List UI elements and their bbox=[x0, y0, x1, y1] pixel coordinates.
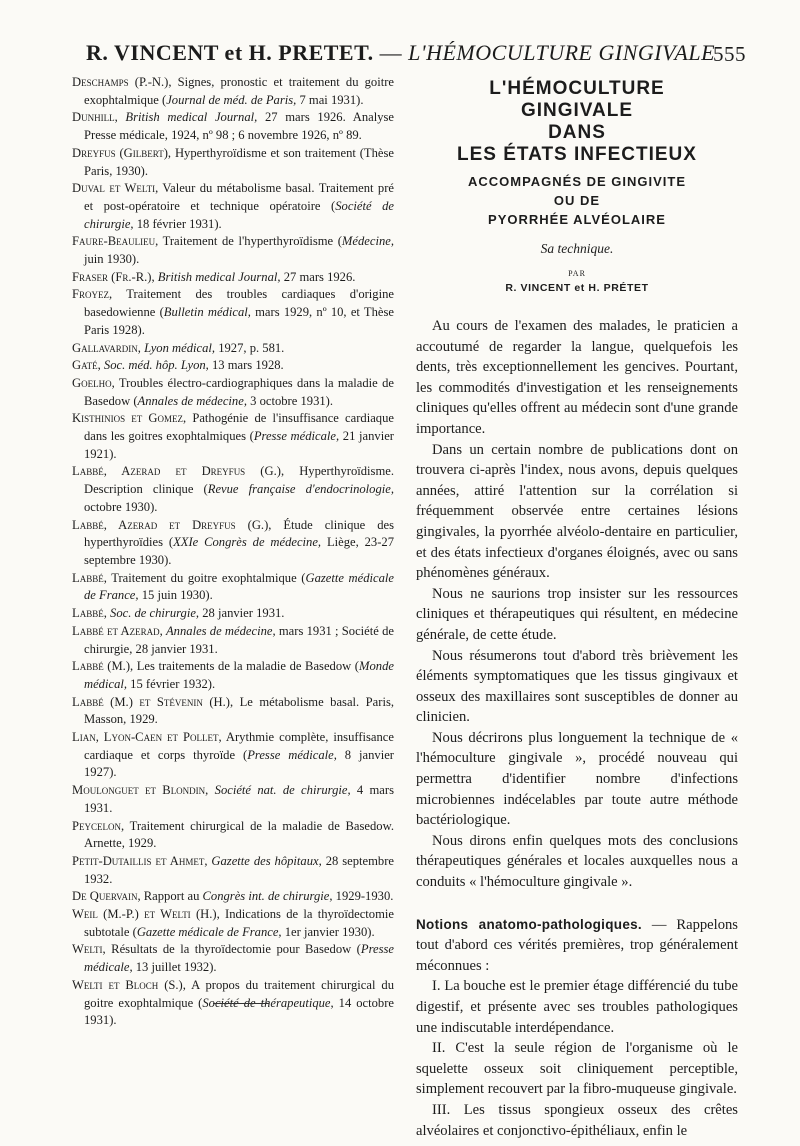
reference-text: Les traitements de la maladie de Basedow ( bbox=[133, 659, 359, 674]
reference-tail: mars 1931 ; Société de chirurgie, 28 janvier 1931. bbox=[84, 623, 394, 656]
reference-author: Peycelon, bbox=[72, 818, 125, 833]
reference-source: Presse médicale, bbox=[253, 429, 340, 444]
reference-text: Traitement du goitre exophtalmique ( bbox=[106, 570, 306, 585]
reference-tail: 15 février 1932). bbox=[127, 676, 216, 691]
reference-entry bbox=[72, 818, 394, 853]
reference-text: Étude clinique des hyperthyroïdies ( bbox=[84, 517, 394, 550]
reference-author: Faure-Beaulieu, bbox=[72, 234, 159, 249]
reference-entry bbox=[72, 269, 394, 287]
reference-author: Kisthinios et Gomez, bbox=[72, 411, 187, 426]
reference-author: Deschamps (P.-N.), bbox=[72, 75, 172, 89]
title-line: GINGIVALE bbox=[520, 100, 634, 121]
reference-entry bbox=[72, 286, 394, 339]
reference-entry bbox=[72, 570, 394, 605]
reference-entry bbox=[72, 658, 394, 693]
reference-author: Labbé, Azerad et Dreyfus (G.), bbox=[72, 464, 285, 479]
reference-source: Soc. méd. hôp. Lyon, bbox=[103, 358, 209, 373]
title-line: L'HÉMOCULTURE bbox=[489, 78, 665, 99]
reference-source: Société de thérapeutique, bbox=[202, 995, 334, 1010]
reference-text: Le métabolisme basal. Paris, Masson, 1929. bbox=[84, 694, 395, 727]
reference-list bbox=[72, 74, 394, 1030]
reference-text: Hyperthyroïdisme et son traitement (Thèse Paris, 1930). bbox=[84, 145, 395, 178]
reference-author: Lian, Lyon-Caen et Pollet, bbox=[72, 730, 222, 745]
reference-text: Valeur du métabolisme basal. Traitement pré et post-opératoire et technique opératoire ( bbox=[84, 181, 394, 213]
section-intro: — Rappelons tout d'abord ces vérités premières, trop généralement méconnues : bbox=[416, 916, 738, 974]
reference-author: Dreyfus (Gilbert), bbox=[72, 145, 172, 160]
header-dash: — bbox=[373, 40, 409, 65]
reference-source: Annales de médecine, bbox=[137, 393, 247, 408]
reference-source: Bulletin médical, bbox=[163, 305, 251, 320]
reference-tail: mars 1929, nº 10, et Thèse Paris 1928). bbox=[84, 305, 394, 337]
reference-text: Traitement de l'hyperthyroïdisme ( bbox=[158, 234, 342, 249]
reference-entry bbox=[72, 888, 394, 906]
reference-tail: 7 mai 1931). bbox=[296, 92, 364, 107]
article-title bbox=[416, 78, 738, 166]
reference-source: British medical Journal, bbox=[157, 269, 281, 284]
reference-tail: 1927, p. 581. bbox=[215, 340, 285, 355]
reference-source: Presse médicale, bbox=[247, 747, 337, 762]
numbered-point: II. C'est la seule région de l'organisme où le squelette osseux soit cliniquement perceptible, simplement recouvert par la fibro-muqueuse gingivale. bbox=[416, 1040, 738, 1098]
reference-tail: 3 octobre 1931). bbox=[246, 393, 334, 408]
reference-author: Welti, bbox=[72, 942, 106, 957]
reference-tail: 8 janvier 1927). bbox=[84, 747, 394, 780]
reference-tail: 28 septembre 1932. bbox=[84, 853, 394, 886]
reference-author: Dunhill, bbox=[72, 110, 118, 125]
reference-entry bbox=[72, 729, 394, 782]
reference-text: Signes, pronostic et traitement du goitre exophtalmique ( bbox=[84, 75, 394, 107]
reference-text: Hyperthyroïdisme. Description clinique ( bbox=[84, 464, 394, 497]
article-body bbox=[416, 316, 738, 1141]
subtitle-line: PYORRHÉE ALVÉOLAIRE bbox=[488, 212, 666, 227]
reference-source: Lyon médical, bbox=[144, 340, 216, 355]
reference-entry bbox=[72, 410, 394, 463]
reference-entry bbox=[72, 357, 394, 375]
reference-source: XXIe Congrès de médecine, bbox=[173, 535, 322, 550]
reference-tail: 27 mars 1926. Analyse Presse médicale, 1924, nº 98 ; 6 novembre 1926, nº 89. bbox=[84, 110, 395, 143]
reference-source: Gazette médicale de France, bbox=[84, 570, 394, 603]
body-paragraph: Nous décrirons plus longuement la technique de « l'hémoculture gingivale », procédé nouveau qui permettra d'identifier nombre d'infections microbiennes indécelables par toute autre méthode bactériologique. bbox=[416, 729, 738, 829]
reference-tail: octobre 1930). bbox=[84, 499, 158, 514]
article-technique: Sa technique. bbox=[540, 241, 614, 256]
reference-source: Presse médicale, bbox=[84, 942, 394, 975]
reference-tail: 21 janvier 1921). bbox=[84, 429, 394, 461]
section-heading: Notions anatomo-pathologiques. bbox=[416, 916, 642, 932]
reference-tail: 18 février 1931). bbox=[133, 216, 222, 231]
reference-author: Fraser (Fr.-R.), bbox=[72, 269, 155, 284]
reference-entry bbox=[72, 517, 394, 570]
reference-entry bbox=[72, 109, 394, 144]
reference-text: Troubles électro-cardiographiques dans la maladie de Basedow ( bbox=[84, 375, 394, 408]
section-paragraph bbox=[416, 915, 738, 977]
reference-tail: 14 octobre 1931). bbox=[84, 995, 394, 1028]
reference-text: Résultats de la thyroïdectomie pour Basedow ( bbox=[105, 942, 361, 957]
title-line: LES ÉTATS INFECTIEUX bbox=[457, 144, 697, 165]
reference-entry bbox=[72, 74, 394, 109]
reference-tail: 4 mars 1931. bbox=[84, 783, 394, 815]
reference-source: Société de chirurgie, bbox=[84, 198, 394, 231]
reference-entry bbox=[72, 941, 394, 976]
reference-author: Moulonguet et Blondin, bbox=[72, 783, 209, 798]
reference-entry bbox=[72, 145, 394, 180]
title-line: DANS bbox=[548, 122, 606, 143]
reference-author: Duval et Welti, bbox=[72, 181, 159, 196]
body-paragraph: Dans un certain nombre de publications dont on trouvera ci-après l'index, nous avons, depuis quelques années, attiré l'attention sur la corrélation si fréquemment observée entre certaines lésions gingivales, la pyorrhée alvéolo-dentaire en particulier, et des états infectieux d'organes éloignés, avec ou sans phénomènes généraux. bbox=[416, 441, 738, 582]
reference-tail: 1er janvier 1930). bbox=[281, 924, 375, 939]
reference-tail: 15 juin 1930). bbox=[138, 588, 213, 603]
reference-text: Traitement chirurgical de la maladie de Basedow. Arnette, 1929. bbox=[84, 818, 394, 851]
reference-entry bbox=[72, 623, 394, 658]
reference-entry bbox=[72, 463, 394, 516]
reference-entry bbox=[72, 605, 394, 623]
reference-text: Arythmie complète, insuffisance cardiaque et corps thyroïde ( bbox=[84, 730, 394, 762]
reference-author: De Quervain, bbox=[72, 889, 141, 904]
reference-tail: Liège, 23-27 septembre 1930). bbox=[84, 535, 394, 567]
page-number: 555 bbox=[713, 42, 746, 66]
subtitle-line: ACCOMPAGNÉS DE GINGIVITE bbox=[467, 174, 687, 189]
reference-entry bbox=[72, 340, 394, 358]
reference-author: Froyez, bbox=[72, 287, 113, 302]
reference-entry bbox=[72, 694, 394, 729]
header-running-title: L'HÉMOCULTURE GINGIVALE bbox=[408, 40, 716, 65]
reference-source: Journal de méd. de Paris, bbox=[166, 92, 297, 107]
subtitle-line: OU DE bbox=[553, 193, 601, 208]
running-header bbox=[86, 40, 746, 66]
reference-entry bbox=[72, 782, 394, 817]
reference-entry bbox=[72, 180, 394, 233]
reference-source: Gazette médicale de France, bbox=[136, 924, 282, 939]
reference-author: Goelho, bbox=[72, 375, 115, 390]
byline-par: PAR bbox=[568, 269, 586, 278]
body-paragraph: Nous dirons enfin quelques mots des conclusions thérapeutiques générales et locales auxquelles nous a conduits « l'hémoculture gingivale ». bbox=[416, 832, 738, 891]
reference-entry bbox=[72, 853, 394, 888]
reference-source: Annales de médecine, bbox=[165, 623, 276, 638]
column-end-rule bbox=[213, 1003, 269, 1004]
reference-text: A propos du traitement chirurgical du goitre exophtalmique ( bbox=[84, 977, 394, 1010]
reference-tail: juin 1930). bbox=[84, 252, 140, 267]
reference-author: Weil (M.-P.) et Welti (H.), bbox=[72, 907, 220, 922]
body-paragraph: Nous résumerons tout d'abord très brièvement les éléments symptomatiques que les tissus gingivaux et osseux des maxillaires sont susceptibles de donner au clinicien. bbox=[416, 647, 738, 726]
reference-tail: 13 mars 1928. bbox=[208, 358, 284, 373]
numbered-point: III. Les tissus spongieux osseux des crêtes alvéolaires et conjonctivo-épithéliaux, enfin le bbox=[416, 1101, 738, 1139]
reference-source: Médecine, bbox=[341, 234, 394, 249]
reference-author: Labbé (M.) et Stévenin (H.), bbox=[72, 694, 234, 709]
reference-author: Labbé, Azerad et Dreyfus (G.), bbox=[72, 517, 272, 532]
header-authors: R. VINCENT et H. PRETET. bbox=[86, 40, 374, 65]
reference-text: Traitement des troubles cardiaques d'origine basedowienne ( bbox=[84, 287, 394, 320]
reference-text: Rapport au bbox=[140, 889, 203, 904]
reference-source: British medical Journal, bbox=[125, 110, 258, 125]
reference-author: Gallavardin, bbox=[72, 340, 141, 355]
reference-text: Indications de la thyroïdectomie subtotale ( bbox=[84, 907, 394, 939]
reference-author: Gaté, bbox=[72, 358, 101, 373]
article-subtitle bbox=[416, 172, 738, 229]
reference-text: Pathogénie de l'insuffisance cardiaque dans les goitres exophtalmiques ( bbox=[84, 411, 394, 444]
reference-author: Labbé, bbox=[72, 570, 107, 585]
reference-tail: 1929-1930. bbox=[332, 889, 394, 904]
reference-tail: 27 mars 1926. bbox=[280, 269, 356, 284]
reference-source: Soc. de chirurgie, bbox=[110, 606, 200, 621]
reference-author: Labbé et Azerad, bbox=[72, 623, 163, 638]
reference-tail: 28 janvier 1931. bbox=[199, 606, 285, 621]
reference-author: Welti et Bloch (S.), bbox=[72, 977, 186, 992]
reference-source: Société nat. de chirurgie, bbox=[214, 783, 351, 798]
reference-source: Monde médical, bbox=[84, 659, 394, 691]
reference-source: Congrès int. de chirurgie, bbox=[202, 889, 333, 904]
numbered-point: I. La bouche est le premier étage différencié du tube digestif, et présente avec ses troubles pathologiques une indiscutable interdépendance. bbox=[416, 978, 738, 1036]
reference-author: Petit-Dutaillis et Ahmet, bbox=[72, 853, 208, 868]
body-paragraph: Nous ne saurions trop insister sur les ressources cliniques et thérapeutiques qui résultent, en médecine générale, de cette étude. bbox=[416, 585, 738, 643]
reference-author: Labbé, bbox=[72, 606, 107, 621]
reference-author: Labbé (M.), bbox=[72, 659, 134, 674]
reference-entry bbox=[72, 906, 394, 941]
reference-entry bbox=[72, 233, 394, 268]
reference-source: Revue française d'endocrinologie, bbox=[207, 482, 394, 497]
body-paragraph: Au cours de l'examen des malades, le praticien a accoutumé de regarder la langue, quelquefois les dents, très exceptionnellement les gencives. Pourtant, les commodités d'investigation et les renseignements cliniques qu'elles offrent au médecin sont d'une grande importance. bbox=[416, 318, 738, 437]
article-column bbox=[416, 78, 738, 1141]
article-byline: R. VINCENT et H. PRÉTET bbox=[505, 282, 649, 294]
reference-tail: 13 juillet 1932). bbox=[132, 960, 217, 975]
reference-entry bbox=[72, 375, 394, 410]
reference-source: Gazette des hôpitaux, bbox=[211, 853, 322, 868]
